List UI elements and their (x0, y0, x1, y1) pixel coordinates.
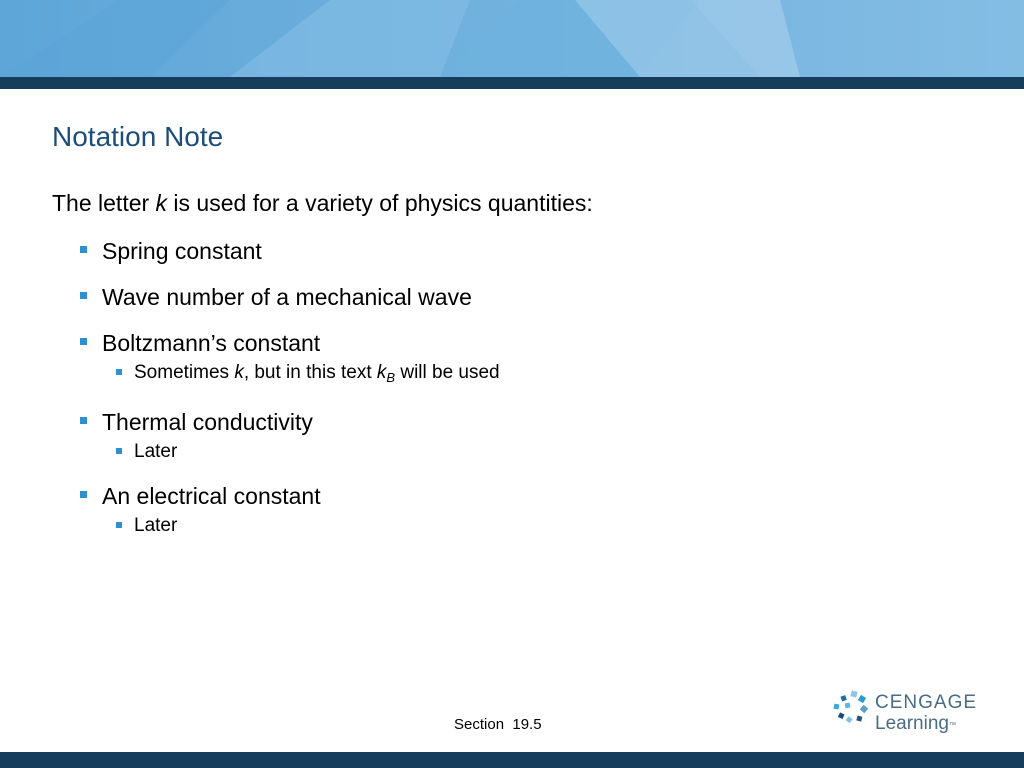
symbol-k: k (376, 362, 387, 383)
bullet-electrical-constant: An electrical constant (78, 481, 978, 511)
logo-learning-text: Learning (875, 713, 949, 734)
logo-trademark: ™ (948, 722, 956, 729)
intro-text-start: The letter (52, 190, 156, 216)
intro-text-end: is used for a variety of physics quantities: (167, 190, 593, 216)
sub-bullet-later: Later (112, 439, 978, 465)
intro-line (52, 188, 593, 218)
section-label: Section 19.5 (454, 716, 542, 733)
sub-note-symbol-k: k (234, 362, 244, 383)
bullet-wave-number: Wave number of a mechanical wave (78, 282, 978, 312)
sub-note-symbol-kb (377, 362, 395, 383)
slide-title: Notation Note (52, 121, 224, 152)
bullet-spring-constant: Spring constant (78, 236, 978, 266)
sub-note-part2: , but in this text (243, 362, 377, 383)
cengage-mark-icon (832, 690, 872, 730)
footer-bar (0, 752, 1024, 768)
intro-symbol-k: k (155, 190, 168, 216)
bullet-list (78, 236, 978, 555)
bullet-boltzmann-constant: Boltzmann’s constant (78, 328, 978, 358)
bullet-thermal-conductivity: Thermal conductivity (78, 407, 978, 437)
sub-note-part1: Sometimes (134, 362, 235, 383)
logo-word-cengage: CENGAGE (875, 692, 978, 713)
sub-bullet-boltzmann-note (112, 360, 978, 391)
symbol-subscript-b: B (386, 370, 396, 385)
header-banner (0, 0, 1024, 77)
logo-word-learning (875, 714, 956, 736)
header-rule (0, 77, 1024, 89)
sub-bullet-later: Later (112, 513, 978, 539)
cengage-learning-logo (832, 690, 982, 738)
banner-graphic (0, 0, 1024, 77)
sub-note-part3: will be used (395, 362, 500, 383)
